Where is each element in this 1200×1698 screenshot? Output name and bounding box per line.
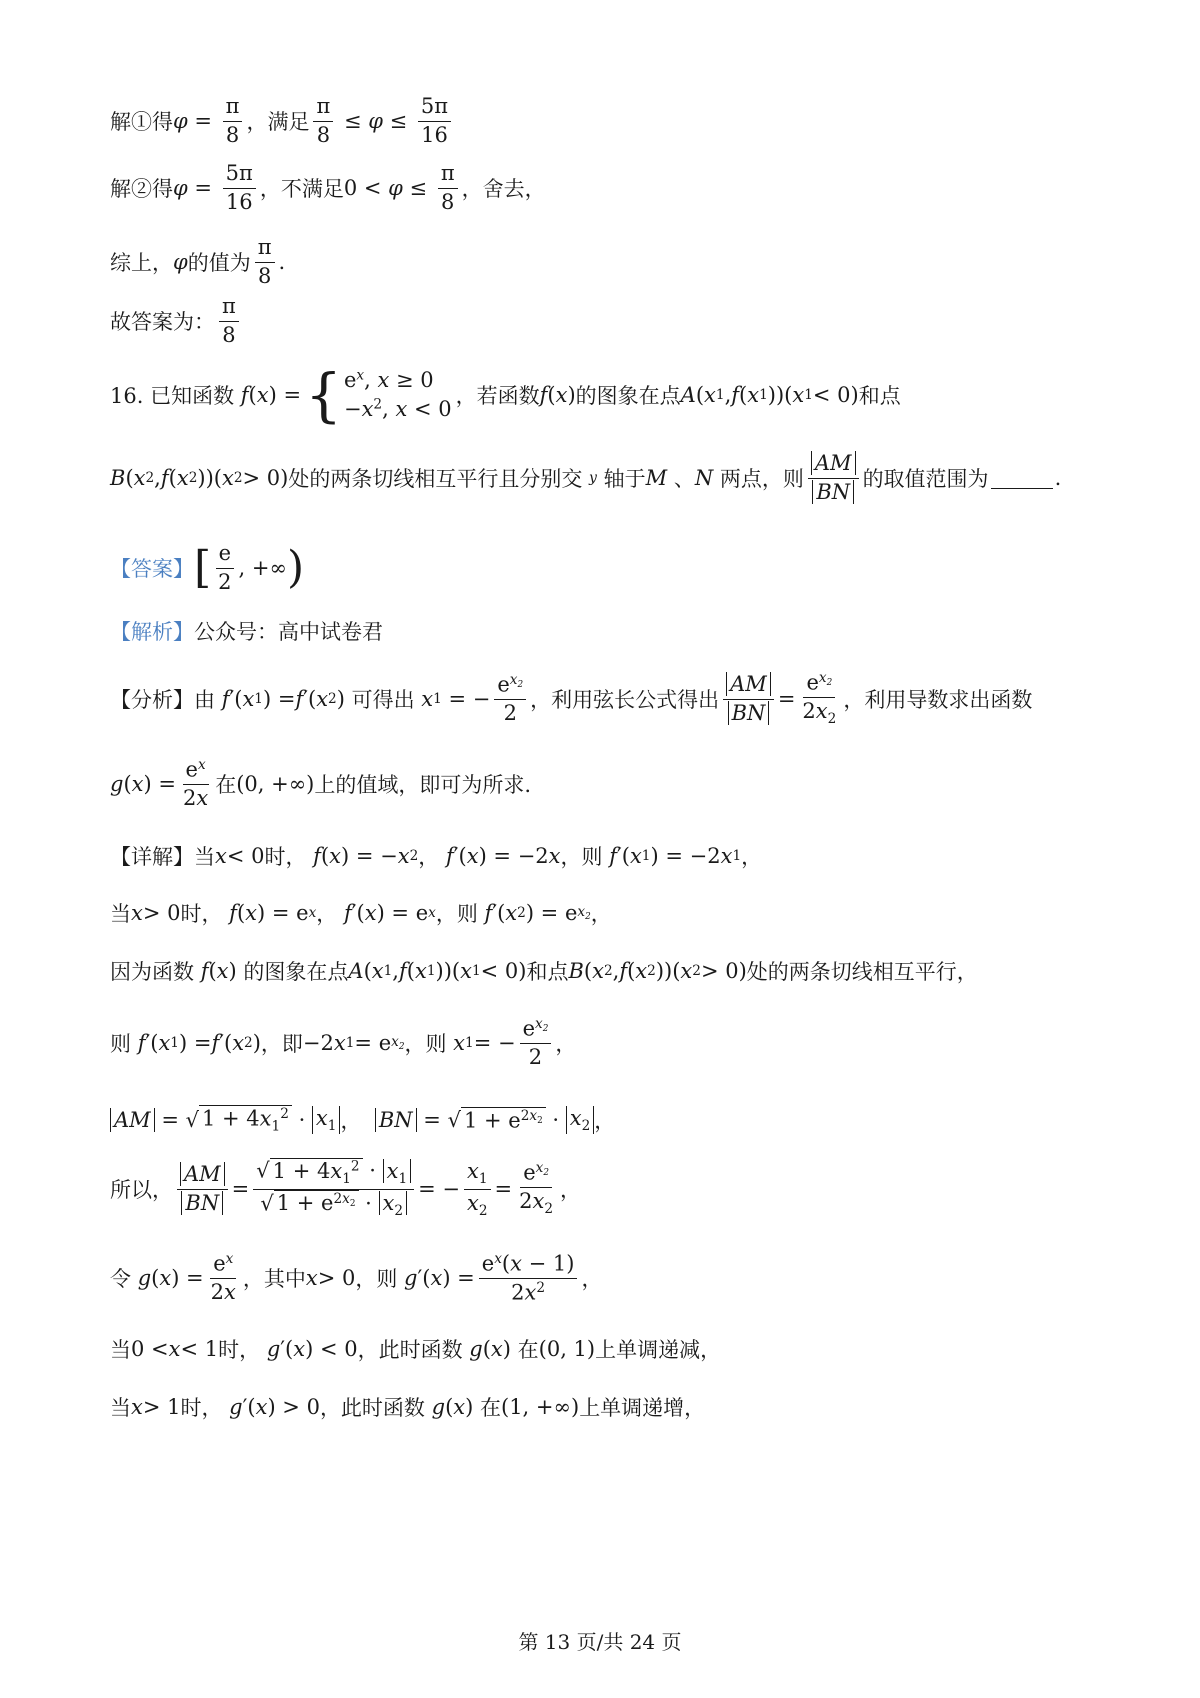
text: 公众号：高中试卷君 (194, 620, 383, 644)
fraction: $\frac{\pi}{8}$ (219, 295, 239, 346)
line-conclusion: 综上， φ 的值为 $\frac{\pi}{8}$ . (110, 235, 286, 288)
fraction: $\frac{e^x}{2x}$ (182, 757, 209, 810)
question-16-line-1: 16. 已知函数 f ( x ) = { $e^x$, x ≥ 0 $-x^2$, x < 0 ，若函数 f ( x ) 的图象在点 A ( x 1 , f ( x 1 ))( x 1 < 0) 和点 (110, 361, 901, 429)
text: ，若函数 (455, 384, 540, 408)
text: 处的两条切线相互平行且分别交 (288, 467, 583, 491)
fraction: $\frac{e}{2}$ (215, 542, 234, 593)
text: ，此时函数 (319, 1396, 425, 1420)
text: ，舍去， (461, 177, 546, 201)
detail-line-7: 令 g ( x ) = $\frac{e^x}{2x}$ ，其中 x > 0 ，则 g ′( x ) = $\frac{e^x(x - 1)}{2x^2}$ ， (110, 1250, 603, 1304)
detail-line-2: 当 x > 0 时， f ( x ) = e x ， f ′( x ) = e x ，则 f ′( x 2 ) = e $x_2$ ， (110, 895, 1090, 931)
text: ，即 (260, 1032, 303, 1056)
text: ，利用弦长公式得出 (530, 688, 720, 712)
fraction: $\frac{AM}{BN}$ (177, 1163, 228, 1214)
fraction: $\frac{e^{x_2}}{2x_2}$ (802, 670, 837, 727)
text: 当 (110, 1338, 131, 1362)
answer-label: 【答案】 (110, 557, 194, 581)
text: 16. 已知函数 (110, 384, 235, 408)
text: 时， (180, 1396, 223, 1420)
text: ，则 (435, 902, 478, 926)
page-footer: 第 13 页/共 24 页 (518, 1630, 682, 1654)
text: ，此时函数 (357, 1338, 463, 1362)
line-answer (110, 296, 1090, 346)
text: 时， (264, 845, 307, 869)
detail-line-6: 所以， $\frac{AM}{BN}$ = $\frac{√ 1 + 4x_1^2 \cdot x_1}{√ 1 + e^{2x_2} \cdot x_2}$ = − $\frac{x_1}{x_2}$ = $\frac{e^{x_2}}{2x_2}$ ， (110, 1158, 582, 1219)
text: 解①得 (110, 110, 173, 134)
fraction: $\frac{\pi}{8}$ (438, 162, 458, 213)
text: 在 (517, 1338, 539, 1362)
fraction: $\frac{\pi}{8}$ (313, 95, 333, 146)
fraction: $\frac{e^x}{2x}$ (210, 1251, 236, 1304)
text: ，不满足 (259, 177, 344, 201)
text: 则 (110, 1032, 131, 1056)
text: 当 (194, 845, 215, 869)
text: 的值为 (187, 251, 251, 275)
text: 和点 (858, 384, 901, 408)
text: 两点，则 (719, 467, 804, 491)
text: 的图象在点 (575, 384, 681, 408)
fraction: $\frac{5\pi}{16}$ (223, 162, 256, 213)
fraction: $\frac{√ 1 + 4x_1^2 \cdot x_1}{√ 1 + e^{2x_2} \cdot x_2}$ (253, 1159, 414, 1219)
fraction: $\frac{e^{x_2}}{2x_2}$ (519, 1160, 554, 1217)
fraction: $\frac{\pi}{8}$ (255, 236, 275, 287)
text: ，利用导数求出函数 (843, 688, 1033, 712)
fraction: $\frac{x_1}{x_2}$ (464, 1160, 491, 1219)
question-16-line-2: B ( x 2 , f ( x 2 ))( x 2 > 0) 处的两条切线相互平行且分别交 y 轴于 M 、 N 两点，则 $\frac{AM}{BN}$ 的取值范围为 . (110, 451, 1062, 504)
fenxi-line-1: 【分析】 由 f ′( x 1 ) = f ′( x 2 ) 可得出 x 1 = − $\frac{e^{x_2}}{2}$ ，利用弦长公式得出 $\frac{AM}{BN}$ = $\frac{e^{x_2}}{2x_2}$ ，利用导数求出函数 (110, 670, 1033, 727)
text: 可得出 (351, 688, 415, 712)
text: 在 (215, 773, 237, 797)
text: ，则 (560, 845, 603, 869)
fraction: $\frac{AM}{BN}$ (808, 452, 859, 503)
text: ， (316, 902, 338, 926)
text: 时， (180, 902, 223, 926)
text: 轴于 (603, 467, 646, 491)
fraction: $\frac{e^x(x - 1)}{2x^2}$ (479, 1252, 578, 1304)
text: 当 (110, 902, 131, 926)
fraction: $\frac{e^{x_2}}{2}$ (494, 673, 526, 725)
fraction: $\frac{5\pi}{16}$ (418, 95, 451, 146)
detail-line-5: AM = √ $1 + 4x_1^2$ · $x_1$ ， BN = √ $1 + e^{2x_2}$ · $x_2$ ， (110, 1100, 1090, 1140)
text: ，则 (355, 1267, 398, 1291)
line-solution-2: 解②得 φ = $\frac{5\pi}{16}$ ，不满足 0 < φ ≤ $\frac{\pi}{8}$ ，舍去， (110, 161, 546, 214)
fraction: $\frac{\pi}{8}$ (223, 95, 243, 146)
line-solution-1: 解①得 φ = $\frac{\pi}{8}$ ，满足 $\frac{\pi}{8}$ ≤ φ ≤ $\frac{5\pi}{16}$ (110, 93, 1090, 149)
text: ， (418, 845, 440, 869)
text: 当 (110, 1396, 131, 1420)
text: 时， (218, 1338, 261, 1362)
text: 在 (480, 1396, 501, 1420)
analysis-line (110, 613, 1090, 649)
text: 解②得 (110, 177, 173, 201)
text: 处的两条切线相互平行， (746, 960, 978, 984)
text: 所以， (110, 1178, 173, 1202)
fraction: $\frac{e^{x_2}}{2}$ (520, 1017, 552, 1069)
detail-line-3: 因为函数 f ( x ) 的图象在点 A ( x 1 , f ( x 1 ))( x 1 < 0) 和点 B ( x 2 , f ( x 2 ))( x 2 > 0) 处的两条切线相互平行， (110, 953, 1090, 989)
detail-line-1: 【详解】 当 x < 0 时， f ( x ) = − x 2 ， f ′( x ) = −2 x ，则 f ′( x 1 ) = −2 x 1 ， (110, 838, 1090, 874)
text: 令 (110, 1267, 131, 1291)
text: 上单调递减， (595, 1338, 722, 1362)
fenxi-line-2: g ( x ) = $\frac{e^x}{2x}$ 在 (0, +∞) 上的值域，即可为所求. (110, 757, 532, 810)
text: ，满足 (246, 110, 310, 134)
fraction: $\frac{AM}{BN}$ (723, 673, 774, 724)
analysis-label: 【解析】 (110, 620, 194, 644)
answer-line: 【答案】 [ $\frac{e}{2}$ , +∞ ) (110, 541, 305, 594)
text: 和点 (526, 960, 569, 984)
text: 【详解】 (110, 845, 194, 869)
text: 由 (194, 688, 215, 712)
piecewise-function: { $e^x$, x ≥ 0 $-x^2$, x < 0 (305, 361, 452, 429)
text: ，其中 (242, 1267, 306, 1291)
text: 因为函数 (110, 960, 194, 984)
text: 综上， (110, 251, 173, 275)
text: 的取值范围为 (862, 467, 989, 491)
detail-line-8: 当 0 < x < 1 时， g ′( x ) < 0 ，此时函数 g ( x ) 在 (0, 1) 上单调递减， (110, 1331, 1090, 1367)
detail-line-4: 则 f ′( x 1 ) = f ′( x 2 ) ，即 −2 x 1 = e $x_2$ ，则 x 1 = − $\frac{e^{x_2}}{2}$ ， (110, 1016, 577, 1069)
text: 上单调递增， (579, 1396, 706, 1420)
text: 的图象在点 (243, 960, 349, 984)
text: 上的值域，即可为所求. (314, 773, 532, 797)
text: 故答案为： (110, 310, 215, 334)
detail-line-9: 当 x > 1 时， g ′( x ) > 0 ，此时函数 g ( x ) 在 (1, +∞) 上单调递增， (110, 1389, 1090, 1425)
text: 【分析】 (110, 688, 194, 712)
text: ，则 (404, 1032, 447, 1056)
answer-blank (991, 468, 1053, 489)
